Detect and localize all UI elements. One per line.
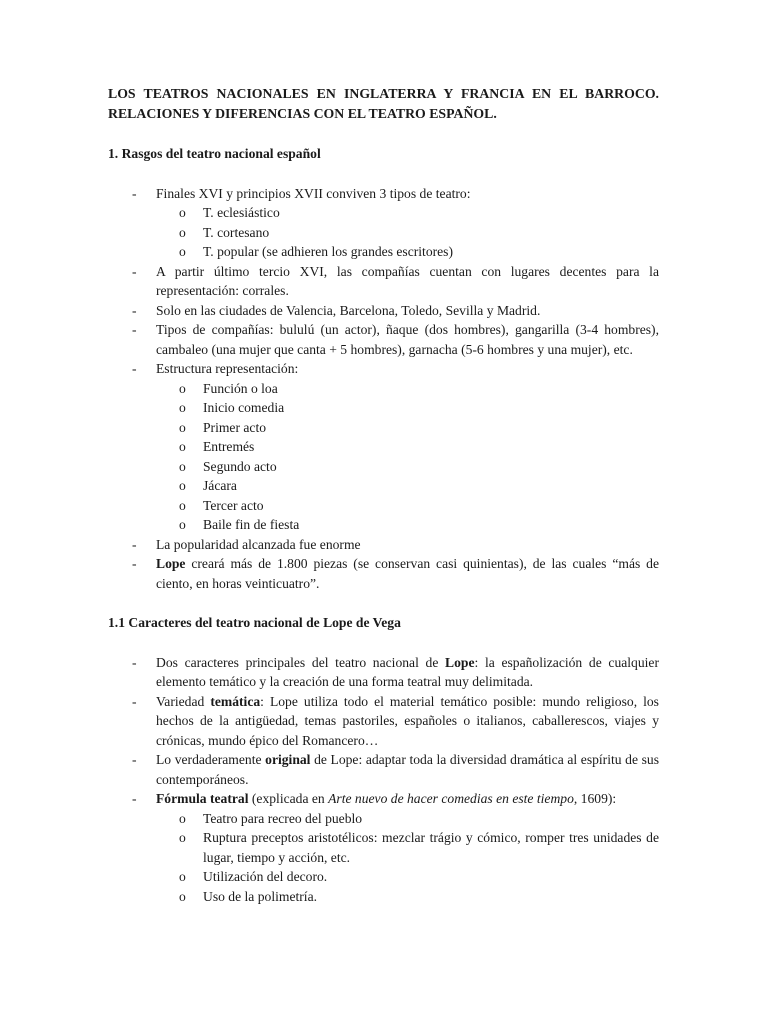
dash-bullet: - (132, 536, 137, 552)
circle-bullet: o (179, 497, 186, 513)
list-item: - Tipos de compañías: bululú (un actor), ñaque (dos hombres), gangarilla (3-4 hombres), cambaleo (una mujer que canta + 5 hombres), garnacha (5-6 hombres y una mujer), etc. (132, 322, 659, 357)
circle-bullet: o (179, 244, 186, 259)
circle-bullet: o (179, 869, 186, 884)
circle-bullet: o (179, 830, 186, 845)
list-item: - Solo en las ciudades de Valencia, Barcelona, Toledo, Sevilla y Madrid. (108, 301, 659, 321)
circle-bullet: o (179, 888, 186, 904)
circle-bullet: o (179, 478, 186, 493)
dash-bullet: - (132, 361, 137, 376)
section-1-1-list (108, 653, 659, 907)
sub-list (108, 379, 659, 535)
sub-list-item: o T. cortesano (108, 223, 659, 243)
dash-bullet: - (132, 185, 137, 201)
dash-bullet: - (132, 654, 137, 670)
section-heading-1-1: 1.1 Caracteres del teatro nacional de Lope de Vega (108, 615, 401, 630)
circle-bullet: o (179, 458, 186, 474)
dash-bullet: - (132, 791, 137, 806)
sub-list-item: o Tercer acto (108, 496, 659, 516)
sub-list-item: o Segundo acto (108, 457, 659, 477)
list-item: - Estructura representación: o Función o loa o Inicio comedia o Primer acto o Entremés o Segundo acto o Jácara o Tercer acto o Baile fin de fiesta (108, 359, 659, 535)
circle-bullet: o (179, 439, 186, 454)
sub-list-item: o Teatro para recreo del pueblo (108, 809, 659, 829)
dash-bullet: - (132, 556, 137, 571)
list-item: - A partir último tercio XVI, las compañías cuentan con lugares decentes para la representación: corrales. (132, 263, 659, 298)
sub-list-item: o Baile fin de fiesta (108, 515, 659, 535)
sub-list (108, 203, 659, 262)
dash-bullet: - (132, 302, 137, 318)
list-item: - Dos caracteres principales del teatro nacional de Lope: la españolización de cualquier elemento temático y la creación de una forma teatral muy delimitada. (132, 654, 659, 689)
circle-bullet: o (179, 419, 186, 435)
sub-list-item: o Función o loa (108, 379, 659, 399)
section-1-list (108, 184, 659, 594)
sub-list-item: o Primer acto (108, 418, 659, 438)
dash-bullet: - (132, 322, 137, 337)
list-item: - Fórmula teatral (explicada en Arte nuevo de hacer comedias en este tiempo, 1609): o Teatro para recreo del pueblo o Ruptura preceptos aristotélicos: mezclar trágio y cómico, romper tres unidades de lugar, tiempo y acción, etc. o Utilización del decoro. o Uso de la polimetría. (108, 789, 659, 906)
dash-bullet: - (132, 752, 137, 767)
sub-list-item: o Utilización del decoro. (108, 867, 659, 887)
circle-bullet: o (179, 205, 186, 220)
circle-bullet: o (179, 517, 186, 532)
sub-list-item: o Jácara (108, 476, 659, 496)
sub-list-item: o Entremés (108, 437, 659, 457)
section-heading-1: 1. Rasgos del teatro nacional español (108, 146, 321, 161)
list-item: - Lope creará más de 1.800 piezas (se conservan casi quinientas), de las cuales “más de ciento, en horas veinticuatro”. (132, 556, 659, 591)
document-body (108, 84, 659, 906)
sub-list (108, 809, 659, 907)
list-item: - La popularidad alcanzada fue enorme (108, 535, 659, 555)
dash-bullet: - (132, 693, 137, 709)
list-item: - Finales XVI y principios XVII conviven 3 tipos de teatro: o T. eclesiástico o T. cortesano o T. popular (se adhieren los grandes escritores) (108, 184, 659, 262)
sub-list-item: o Inicio comedia (108, 398, 659, 418)
list-item: - Variedad temática: Lope utiliza todo el material temático posible: mundo religioso, los hechos de la antigüedad, temas pastoriles, españoles o italianos, caballerescos, viajes y crónicas, mundo épico del Romancero… (132, 693, 659, 748)
circle-bullet: o (179, 224, 186, 240)
sub-list-item: o Ruptura preceptos aristotélicos: mezclar trágio y cómico, romper tres unidades de lugar, tiempo y acción, etc. (179, 830, 659, 865)
sub-list-item: o T. popular (se adhieren los grandes escritores) (108, 242, 659, 262)
sub-list-item: o Uso de la polimetría. (108, 887, 659, 907)
circle-bullet: o (179, 380, 186, 396)
dash-bullet: - (132, 263, 137, 279)
list-item: - Lo verdaderamente original de Lope: adaptar toda la diversidad dramática al espíritu de sus contemporáneos. (132, 752, 659, 787)
document-title: LOS TEATROS NACIONALES EN INGLATERRA Y FRANCIA EN EL BARROCO. RELACIONES Y DIFERENCIAS CON EL TEATRO ESPAÑOL. (108, 86, 659, 121)
circle-bullet: o (179, 400, 186, 415)
sub-list-item: o T. eclesiástico (108, 203, 659, 223)
circle-bullet: o (179, 810, 186, 826)
